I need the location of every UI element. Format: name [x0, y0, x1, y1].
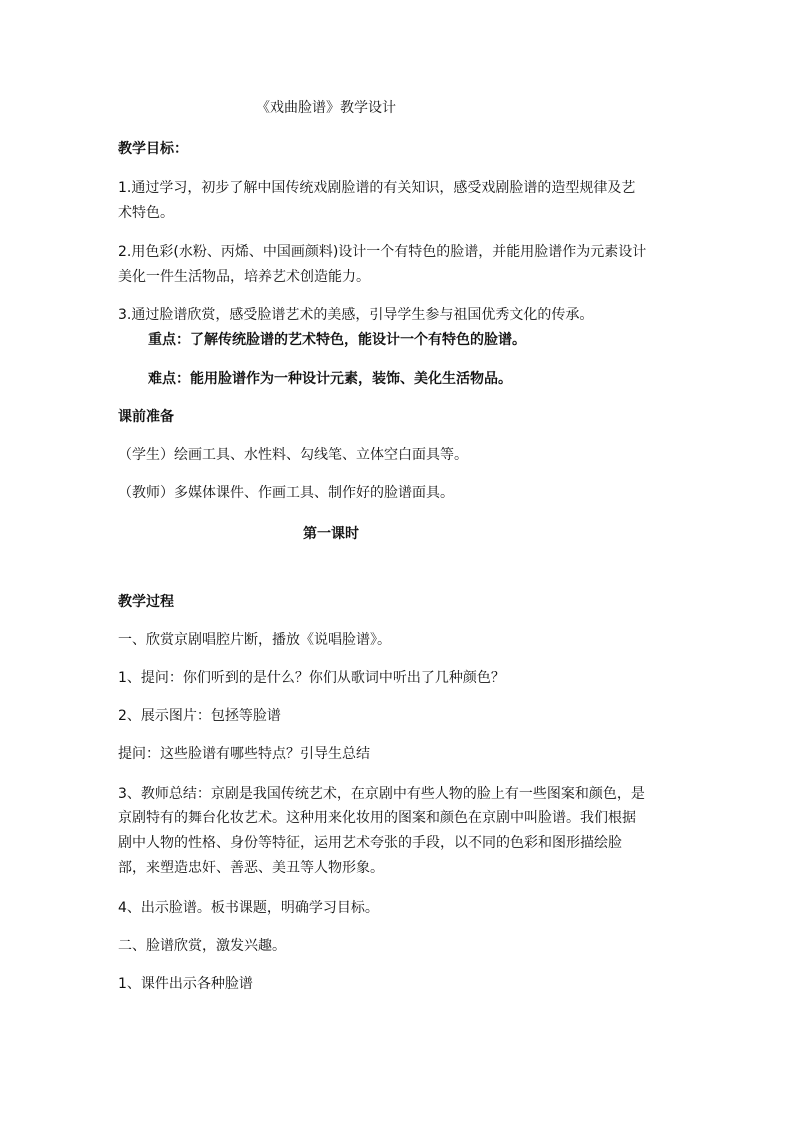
objective-1-line1: 1.通过学习，初步了解中国传统戏剧脸谱的有关知识，感受戏剧脸谱的造型规律及艺 — [118, 180, 636, 196]
step-2-1: 1、课件出示各种脸谱 — [118, 976, 253, 992]
step-2: 二、脸谱欣赏，激发兴趣。 — [118, 938, 286, 954]
prep-heading: 课前准备 — [118, 409, 174, 425]
key-point: 重点：了解传统脸谱的艺术特色，能设计一个有特色的脸谱。 — [148, 332, 526, 348]
step-1-3-line1: 3、教师总结：京剧是我国传统艺术，在京剧中有些人物的脸上有一些图案和颜色，是 — [118, 786, 645, 802]
objectives-heading: 教学目标： — [118, 141, 188, 157]
objective-1-line2: 术特色。 — [118, 205, 174, 221]
step-1-3-line3: 剧中人物的性格、身份等特征，运用艺术夸张的手段，以不同的色彩和图形描绘脸 — [118, 835, 622, 851]
document-title: 《戏曲脸谱》教学设计 — [256, 100, 396, 116]
objective-2-line2: 美化一件生活物品，培养艺术创造能力。 — [118, 269, 370, 285]
step-1-2: 2、展示图片：包拯等脸谱 — [118, 708, 281, 724]
step-1-4: 4、出示脸谱。板书课题，明确学习目标。 — [118, 900, 379, 916]
step-1-3-line4: 部，来塑造忠奸、善恶、美丑等人物形象。 — [118, 860, 384, 876]
step-1-2-question: 提问：这些脸谱有哪些特点？引导生总结 — [118, 746, 370, 762]
prep-student: （学生）绘画工具、水性料、勾线笔、立体空白面具等。 — [118, 447, 468, 463]
step-1-3-line2: 京剧特有的舞台化妆艺术。这种用来化妆用的图案和颜色在京剧中叫脸谱。我们根据 — [118, 810, 636, 826]
objective-3: 3.通过脸谱欣赏，感受脸谱艺术的美感，引导学生参与祖国优秀文化的传承。 — [118, 307, 594, 323]
difficulty: 难点：能用脸谱作为一种设计元素，装饰、美化生活物品。 — [148, 371, 512, 387]
objective-2-line1: 2.用色彩(水粉、丙烯、中国画颜料)设计一个有特色的脸谱，并能用脸谱作为元素设计 — [118, 244, 647, 260]
step-1-1: 1、提问：你们听到的是什么？你们从歌词中听出了几种颜色？ — [118, 670, 505, 686]
lesson-heading: 第一课时 — [303, 526, 359, 542]
process-heading: 教学过程 — [118, 594, 174, 610]
prep-teacher: （教师）多媒体课件、作画工具、制作好的脸谱面具。 — [118, 485, 454, 501]
step-1: 一、欣赏京剧唱腔片断，播放《说唱脸谱》。 — [118, 632, 391, 648]
